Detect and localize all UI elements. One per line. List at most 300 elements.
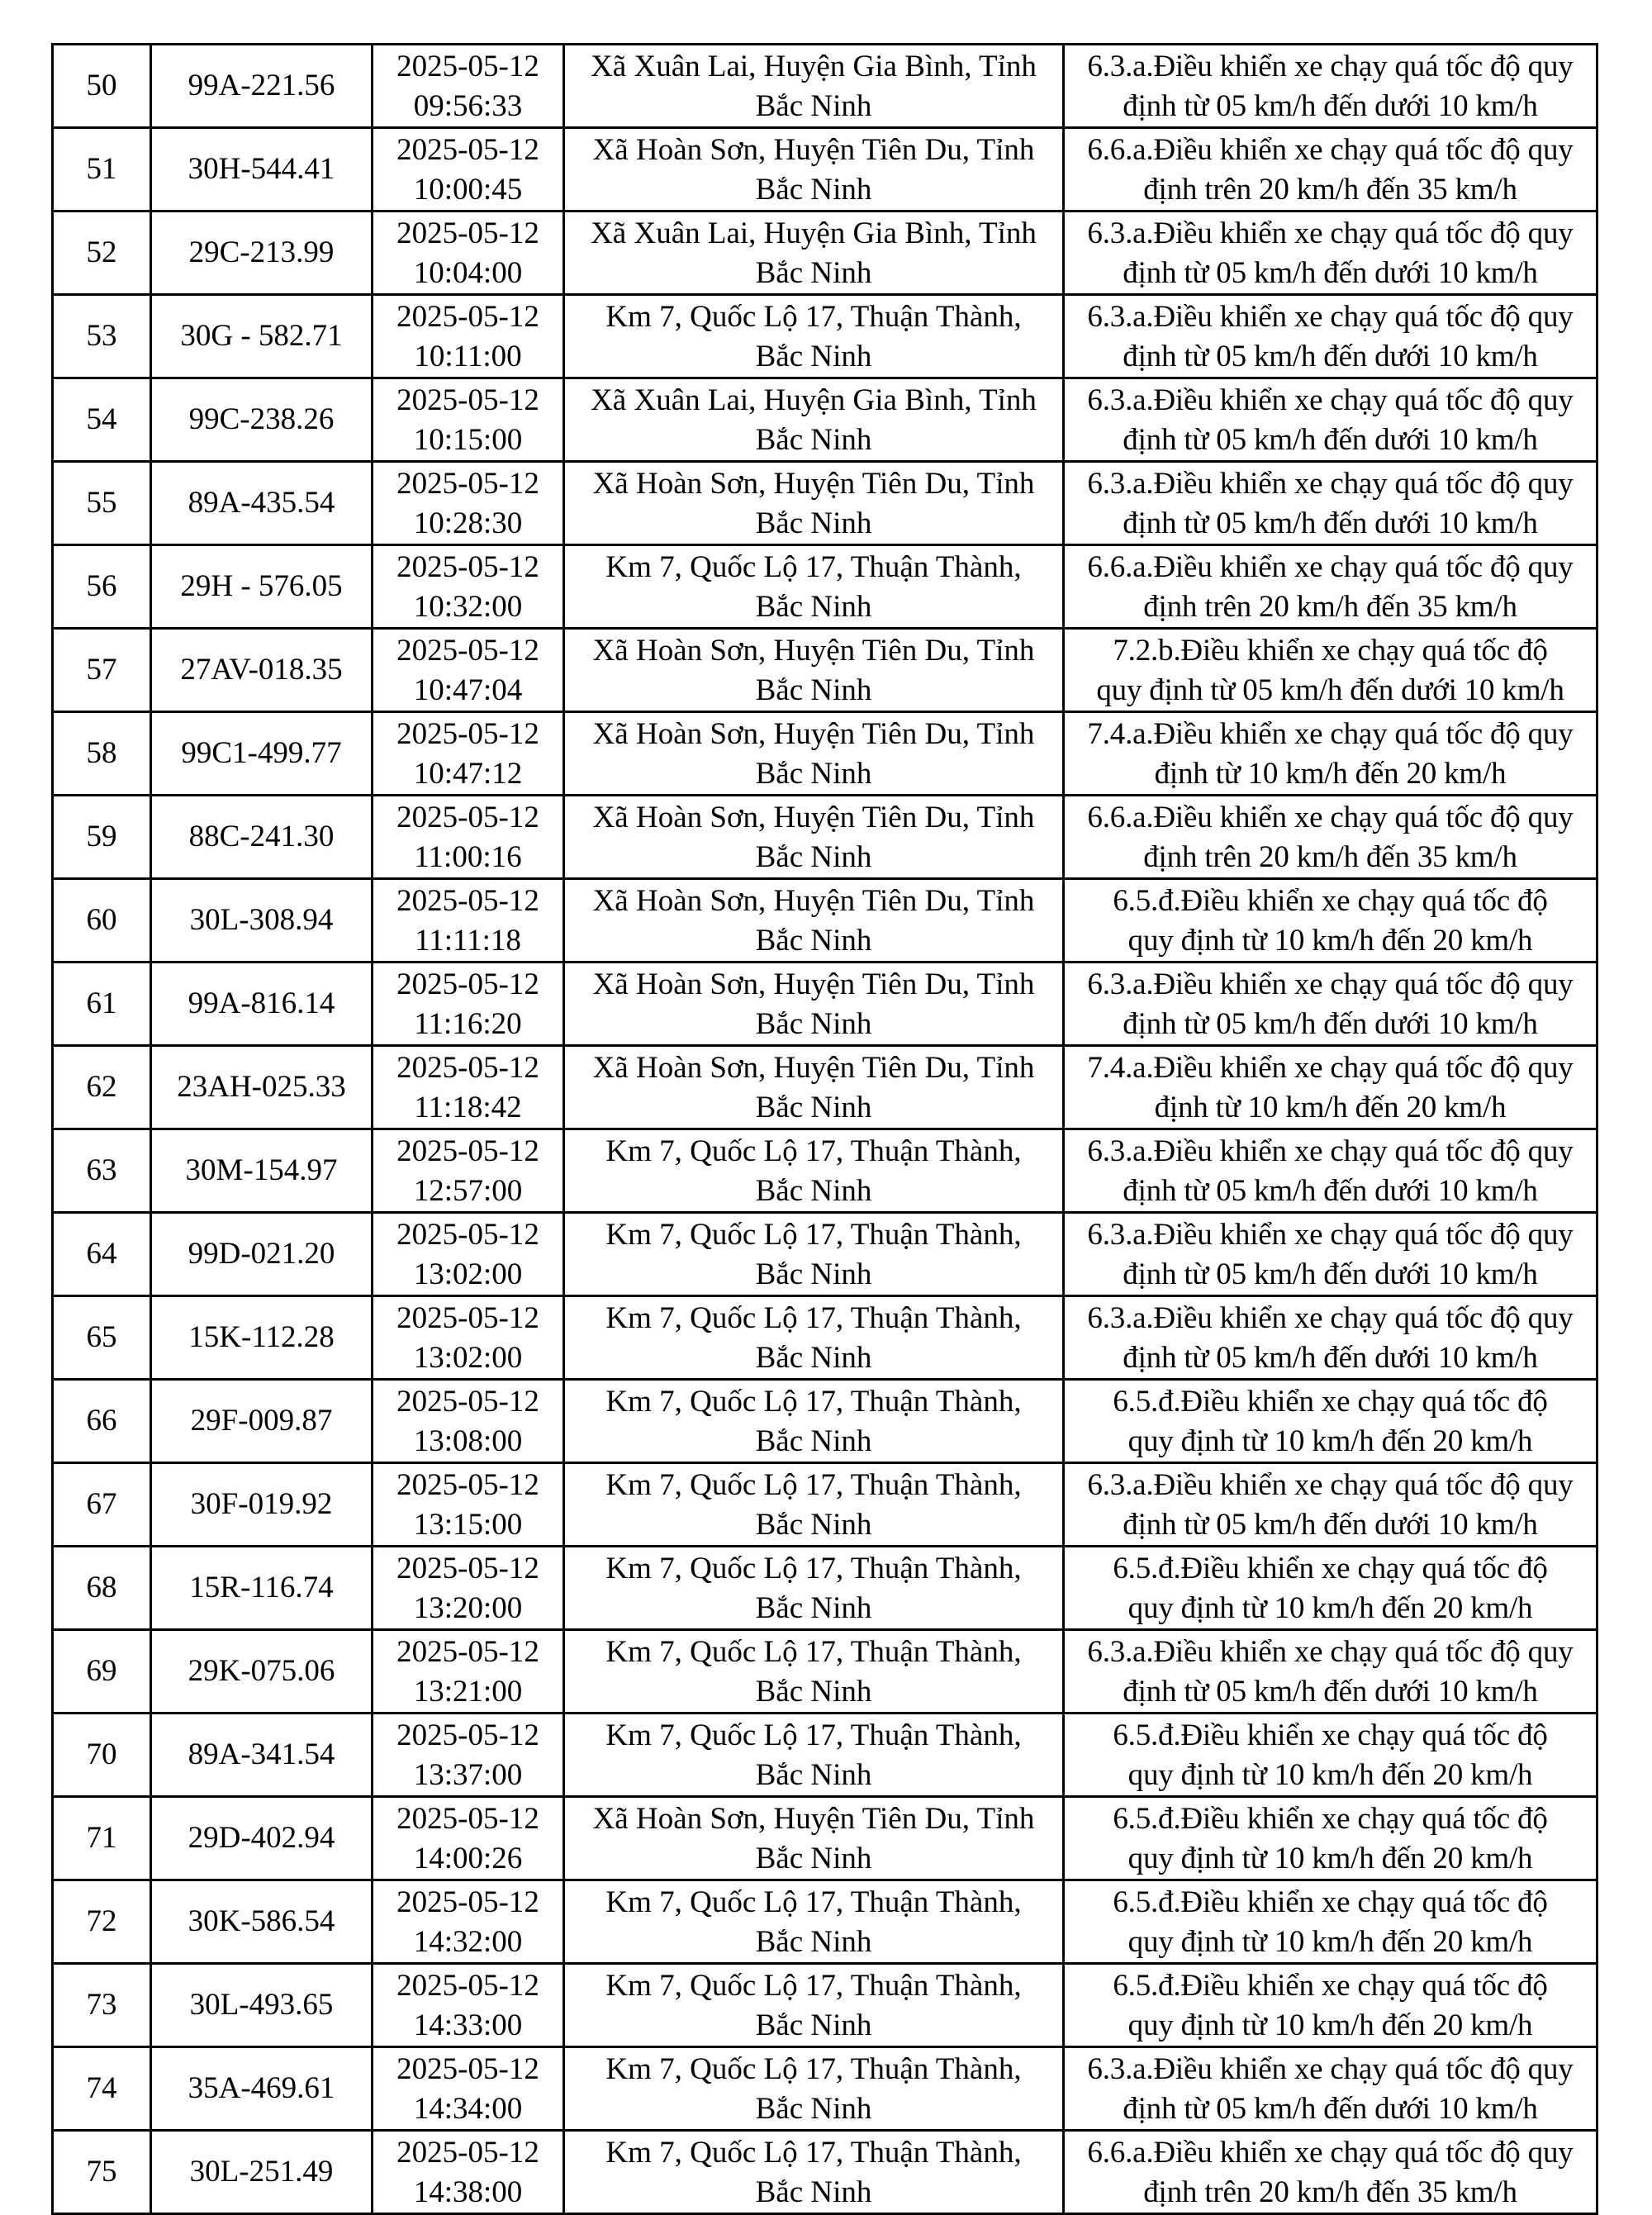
license-plate-cell: 27AV-018.35 bbox=[151, 629, 373, 712]
violation-line: 6.3.a.Điều khiển xe chạy quá tốc độ quy bbox=[1087, 1134, 1574, 1168]
violation-line: 6.6.a.Điều khiển xe chạy quá tốc độ quy bbox=[1087, 550, 1574, 584]
violation-date: 2025-05-12 bbox=[396, 300, 539, 334]
license-plate-cell: 89A-435.54 bbox=[151, 462, 373, 545]
violation-date: 2025-05-12 bbox=[396, 1885, 539, 1919]
violation-line: 6.3.a.Điều khiển xe chạy quá tốc độ quy bbox=[1087, 2052, 1574, 2086]
location-cell bbox=[564, 462, 1064, 545]
violation-time: 14:33:00 bbox=[413, 2008, 523, 2042]
violation-line: quy định từ 10 km/h đến 20 km/h bbox=[1127, 1758, 1533, 1792]
location-cell bbox=[564, 1046, 1064, 1129]
location-cell bbox=[564, 1380, 1064, 1463]
location-line: Km 7, Quốc Lộ 17, Thuận Thành, bbox=[605, 1134, 1022, 1168]
datetime-cell bbox=[373, 629, 564, 712]
violation-line: định từ 05 km/h đến dưới 10 km/h bbox=[1123, 423, 1538, 457]
violation-date: 2025-05-12 bbox=[396, 634, 539, 668]
table-row bbox=[53, 796, 1597, 879]
violation-date: 2025-05-12 bbox=[396, 967, 539, 1001]
violation-time: 13:02:00 bbox=[413, 1341, 523, 1375]
datetime-cell bbox=[373, 1964, 564, 2047]
violation-date: 2025-05-12 bbox=[396, 1051, 539, 1085]
table-row bbox=[53, 128, 1597, 212]
license-plate-cell: 30L-308.94 bbox=[151, 879, 373, 963]
row-number-cell: 57 bbox=[53, 629, 151, 712]
violation-time: 14:38:00 bbox=[413, 2175, 523, 2209]
location-line: Bắc Ninh bbox=[755, 1591, 872, 1625]
violation-line: định từ 05 km/h đến dưới 10 km/h bbox=[1123, 1257, 1538, 1291]
violation-line: định trên 20 km/h đến 35 km/h bbox=[1143, 840, 1517, 874]
violation-date: 2025-05-12 bbox=[396, 1468, 539, 1502]
violation-line: 6.5.đ.Điều khiển xe chạy quá tốc độ bbox=[1113, 1552, 1548, 1585]
table-row bbox=[53, 1630, 1597, 1714]
violation-date: 2025-05-12 bbox=[396, 467, 539, 501]
violation-description-cell bbox=[1064, 2047, 1597, 2131]
violation-line: 6.5.đ.Điều khiển xe chạy quá tốc độ bbox=[1113, 1969, 1548, 2003]
location-line: Bắc Ninh bbox=[755, 256, 872, 290]
datetime-cell bbox=[373, 462, 564, 545]
violation-description-cell bbox=[1064, 1380, 1597, 1463]
violation-description-cell bbox=[1064, 128, 1597, 212]
datetime-cell bbox=[373, 1880, 564, 1964]
row-number-cell: 74 bbox=[53, 2047, 151, 2131]
datetime-cell bbox=[373, 1296, 564, 1380]
violation-time: 10:32:00 bbox=[413, 590, 523, 624]
violation-description-cell bbox=[1064, 1880, 1597, 1964]
license-plate-cell: 15K-112.28 bbox=[151, 1296, 373, 1380]
location-cell bbox=[564, 1797, 1064, 1880]
violation-line: 6.5.đ.Điều khiển xe chạy quá tốc độ bbox=[1113, 1885, 1548, 1919]
violation-time: 13:08:00 bbox=[413, 1424, 523, 1458]
violation-time: 13:20:00 bbox=[413, 1591, 523, 1625]
license-plate-cell: 99D-021.20 bbox=[151, 1213, 373, 1296]
violation-line: 7.2.b.Điều khiển xe chạy quá tốc độ bbox=[1113, 634, 1548, 668]
location-line: Bắc Ninh bbox=[755, 673, 872, 707]
location-cell bbox=[564, 796, 1064, 879]
license-plate-cell: 29D-402.94 bbox=[151, 1797, 373, 1880]
location-line: Xã Hoàn Sơn, Huyện Tiên Du, Tỉnh bbox=[592, 801, 1035, 834]
location-line: Bắc Ninh bbox=[755, 2092, 872, 2126]
location-line: Bắc Ninh bbox=[755, 506, 872, 540]
location-cell bbox=[564, 378, 1064, 462]
location-line: Km 7, Quốc Lộ 17, Thuận Thành, bbox=[605, 1385, 1022, 1419]
violation-line: 6.6.a.Điều khiển xe chạy quá tốc độ quy bbox=[1087, 2136, 1574, 2170]
license-plate-cell: 23AH-025.33 bbox=[151, 1046, 373, 1129]
violation-line: định từ 05 km/h đến dưới 10 km/h bbox=[1123, 1174, 1538, 1208]
violation-line: định từ 05 km/h đến dưới 10 km/h bbox=[1123, 1007, 1538, 1041]
violation-line: 6.3.a.Điều khiển xe chạy quá tốc độ quy bbox=[1087, 50, 1574, 83]
violation-time: 10:28:30 bbox=[413, 506, 523, 540]
violation-line: 6.3.a.Điều khiển xe chạy quá tốc độ quy bbox=[1087, 1218, 1574, 1252]
datetime-cell bbox=[373, 45, 564, 128]
violation-line: quy định từ 10 km/h đến 20 km/h bbox=[1127, 1842, 1533, 1875]
location-line: Km 7, Quốc Lộ 17, Thuận Thành, bbox=[605, 1301, 1022, 1335]
row-number-cell: 68 bbox=[53, 1547, 151, 1630]
violation-line: định từ 10 km/h đến 20 km/h bbox=[1154, 757, 1507, 791]
violation-date: 2025-05-12 bbox=[396, 884, 539, 918]
datetime-cell bbox=[373, 378, 564, 462]
violation-line: định từ 05 km/h đến dưới 10 km/h bbox=[1123, 256, 1538, 290]
location-cell bbox=[564, 712, 1064, 796]
license-plate-cell: 15R-116.74 bbox=[151, 1547, 373, 1630]
violation-time: 13:15:00 bbox=[413, 1508, 523, 1542]
violation-date: 2025-05-12 bbox=[396, 801, 539, 834]
violation-date: 2025-05-12 bbox=[396, 216, 539, 250]
table-row bbox=[53, 545, 1597, 629]
location-cell bbox=[564, 629, 1064, 712]
violation-line: 6.3.a.Điều khiển xe chạy quá tốc độ quy bbox=[1087, 216, 1574, 250]
violation-description-cell bbox=[1064, 1797, 1597, 1880]
table-row bbox=[53, 1380, 1597, 1463]
table-row bbox=[53, 712, 1597, 796]
license-plate-cell: 89A-341.54 bbox=[151, 1714, 373, 1797]
violation-description-cell bbox=[1064, 1630, 1597, 1714]
license-plate-cell: 30F-019.92 bbox=[151, 1463, 373, 1547]
location-line: Bắc Ninh bbox=[755, 2008, 872, 2042]
location-cell bbox=[564, 1714, 1064, 1797]
violation-description-cell bbox=[1064, 295, 1597, 378]
row-number-cell: 70 bbox=[53, 1714, 151, 1797]
violation-description-cell bbox=[1064, 45, 1597, 128]
location-line: Xã Hoàn Sơn, Huyện Tiên Du, Tỉnh bbox=[592, 717, 1035, 751]
location-line: Km 7, Quốc Lộ 17, Thuận Thành, bbox=[605, 550, 1022, 584]
violation-line: định từ 05 km/h đến dưới 10 km/h bbox=[1123, 1675, 1538, 1709]
violation-description-cell bbox=[1064, 1463, 1597, 1547]
violation-line: 7.4.a.Điều khiển xe chạy quá tốc độ quy bbox=[1087, 717, 1574, 751]
location-cell bbox=[564, 128, 1064, 212]
violation-date: 2025-05-12 bbox=[396, 1969, 539, 2003]
datetime-cell bbox=[373, 128, 564, 212]
row-number-cell: 58 bbox=[53, 712, 151, 796]
violation-time: 13:21:00 bbox=[413, 1675, 523, 1709]
location-cell bbox=[564, 1129, 1064, 1213]
row-number-cell: 52 bbox=[53, 212, 151, 295]
location-line: Bắc Ninh bbox=[755, 340, 872, 373]
table-row bbox=[53, 629, 1597, 712]
table-row bbox=[53, 2047, 1597, 2131]
location-line: Km 7, Quốc Lộ 17, Thuận Thành, bbox=[605, 1552, 1022, 1585]
violation-date: 2025-05-12 bbox=[396, 550, 539, 584]
violation-date: 2025-05-12 bbox=[396, 1552, 539, 1585]
violation-description-cell bbox=[1064, 1964, 1597, 2047]
violation-time: 14:32:00 bbox=[413, 1925, 523, 1959]
datetime-cell bbox=[373, 1046, 564, 1129]
datetime-cell bbox=[373, 1630, 564, 1714]
row-number-cell: 75 bbox=[53, 2131, 151, 2214]
datetime-cell bbox=[373, 1380, 564, 1463]
row-number-cell: 63 bbox=[53, 1129, 151, 1213]
violation-time: 13:37:00 bbox=[413, 1758, 523, 1792]
location-cell bbox=[564, 963, 1064, 1046]
violation-date: 2025-05-12 bbox=[396, 1718, 539, 1752]
violation-time: 11:00:16 bbox=[414, 840, 522, 874]
location-cell bbox=[564, 1547, 1064, 1630]
datetime-cell bbox=[373, 2131, 564, 2214]
location-line: Bắc Ninh bbox=[755, 173, 872, 207]
row-number-cell: 60 bbox=[53, 879, 151, 963]
datetime-cell bbox=[373, 2047, 564, 2131]
violation-line: 6.3.a.Điều khiển xe chạy quá tốc độ quy bbox=[1087, 300, 1574, 334]
violation-time: 11:11:18 bbox=[415, 924, 521, 958]
location-line: Bắc Ninh bbox=[755, 757, 872, 791]
table-row bbox=[53, 2131, 1597, 2214]
license-plate-cell: 30G - 582.71 bbox=[151, 295, 373, 378]
license-plate-cell: 29H - 576.05 bbox=[151, 545, 373, 629]
license-plate-cell: 99A-816.14 bbox=[151, 963, 373, 1046]
row-number-cell: 64 bbox=[53, 1213, 151, 1296]
license-plate-cell: 88C-241.30 bbox=[151, 796, 373, 879]
violation-description-cell bbox=[1064, 712, 1597, 796]
violation-description-cell bbox=[1064, 2131, 1597, 2214]
license-plate-cell: 30L-251.49 bbox=[151, 2131, 373, 2214]
location-cell bbox=[564, 212, 1064, 295]
license-plate-cell: 30M-154.97 bbox=[151, 1129, 373, 1213]
violation-description-cell bbox=[1064, 1129, 1597, 1213]
location-line: Xã Xuân Lai, Huyện Gia Bình, Tỉnh bbox=[591, 383, 1037, 417]
violation-line: định trên 20 km/h đến 35 km/h bbox=[1143, 2175, 1517, 2209]
violation-description-cell bbox=[1064, 1296, 1597, 1380]
violation-description-cell bbox=[1064, 1714, 1597, 1797]
license-plate-cell: 29K-075.06 bbox=[151, 1630, 373, 1714]
location-line: Km 7, Quốc Lộ 17, Thuận Thành, bbox=[605, 2052, 1022, 2086]
location-line: Km 7, Quốc Lộ 17, Thuận Thành, bbox=[605, 1468, 1022, 1502]
violations-table bbox=[51, 43, 1598, 2215]
violation-line: định từ 05 km/h đến dưới 10 km/h bbox=[1123, 1341, 1538, 1375]
violation-date: 2025-05-12 bbox=[396, 1301, 539, 1335]
row-number-cell: 69 bbox=[53, 1630, 151, 1714]
license-plate-cell: 29C-213.99 bbox=[151, 212, 373, 295]
violation-description-cell bbox=[1064, 378, 1597, 462]
row-number-cell: 51 bbox=[53, 128, 151, 212]
license-plate-cell: 35A-469.61 bbox=[151, 2047, 373, 2131]
location-line: Km 7, Quốc Lộ 17, Thuận Thành, bbox=[605, 2136, 1022, 2170]
violation-line: 6.3.a.Điều khiển xe chạy quá tốc độ quy bbox=[1087, 467, 1574, 501]
row-number-cell: 71 bbox=[53, 1797, 151, 1880]
row-number-cell: 56 bbox=[53, 545, 151, 629]
location-cell bbox=[564, 2131, 1064, 2214]
violation-line: quy định từ 10 km/h đến 20 km/h bbox=[1127, 2008, 1533, 2042]
datetime-cell bbox=[373, 545, 564, 629]
datetime-cell bbox=[373, 879, 564, 963]
violation-line: 6.3.a.Điều khiển xe chạy quá tốc độ quy bbox=[1087, 1301, 1574, 1335]
location-line: Bắc Ninh bbox=[755, 1007, 872, 1041]
datetime-cell bbox=[373, 1547, 564, 1630]
license-plate-cell: 99C-238.26 bbox=[151, 378, 373, 462]
row-number-cell: 72 bbox=[53, 1880, 151, 1964]
location-cell bbox=[564, 45, 1064, 128]
row-number-cell: 73 bbox=[53, 1964, 151, 2047]
datetime-cell bbox=[373, 1463, 564, 1547]
location-line: Bắc Ninh bbox=[755, 1424, 872, 1458]
license-plate-cell: 29F-009.87 bbox=[151, 1380, 373, 1463]
violation-description-cell bbox=[1064, 1213, 1597, 1296]
violation-date: 2025-05-12 bbox=[396, 2052, 539, 2086]
location-cell bbox=[564, 879, 1064, 963]
row-number-cell: 54 bbox=[53, 378, 151, 462]
violation-description-cell bbox=[1064, 545, 1597, 629]
violation-line: định từ 05 km/h đến dưới 10 km/h bbox=[1123, 340, 1538, 373]
violation-line: quy định từ 05 km/h đến dưới 10 km/h bbox=[1096, 673, 1564, 707]
violation-line: định từ 05 km/h đến dưới 10 km/h bbox=[1123, 506, 1538, 540]
datetime-cell bbox=[373, 1714, 564, 1797]
violation-line: 7.4.a.Điều khiển xe chạy quá tốc độ quy bbox=[1087, 1051, 1574, 1085]
table-row bbox=[53, 963, 1597, 1046]
table-row bbox=[53, 1213, 1597, 1296]
table-row bbox=[53, 1797, 1597, 1880]
violation-line: định từ 10 km/h đến 20 km/h bbox=[1154, 1091, 1507, 1124]
license-plate-cell: 30H-544.41 bbox=[151, 128, 373, 212]
violation-line: 6.3.a.Điều khiển xe chạy quá tốc độ quy bbox=[1087, 1468, 1574, 1502]
table-row bbox=[53, 879, 1597, 963]
datetime-cell bbox=[373, 212, 564, 295]
violation-time: 11:18:42 bbox=[414, 1091, 522, 1124]
location-line: Xã Hoàn Sơn, Huyện Tiên Du, Tỉnh bbox=[592, 967, 1035, 1001]
table-row bbox=[53, 1046, 1597, 1129]
location-line: Bắc Ninh bbox=[755, 1758, 872, 1792]
violation-time: 14:00:26 bbox=[413, 1842, 523, 1875]
violation-line: quy định từ 10 km/h đến 20 km/h bbox=[1127, 924, 1533, 958]
violation-date: 2025-05-12 bbox=[396, 1802, 539, 1836]
violation-line: định trên 20 km/h đến 35 km/h bbox=[1143, 590, 1517, 624]
location-cell bbox=[564, 1463, 1064, 1547]
row-number-cell: 53 bbox=[53, 295, 151, 378]
datetime-cell bbox=[373, 1129, 564, 1213]
location-cell bbox=[564, 1213, 1064, 1296]
violation-time: 09:56:33 bbox=[413, 89, 523, 123]
violation-time: 10:47:12 bbox=[413, 757, 523, 791]
location-cell bbox=[564, 295, 1064, 378]
table-body bbox=[53, 45, 1597, 2214]
violation-time: 11:16:20 bbox=[414, 1007, 522, 1041]
violation-date: 2025-05-12 bbox=[396, 1218, 539, 1252]
row-number-cell: 62 bbox=[53, 1046, 151, 1129]
violation-description-cell bbox=[1064, 462, 1597, 545]
table-row bbox=[53, 1129, 1597, 1213]
table-row bbox=[53, 462, 1597, 545]
violation-line: quy định từ 10 km/h đến 20 km/h bbox=[1127, 1925, 1533, 1959]
violation-time: 12:57:00 bbox=[413, 1174, 523, 1208]
violation-description-cell bbox=[1064, 629, 1597, 712]
location-line: Bắc Ninh bbox=[755, 1091, 872, 1124]
table-row bbox=[53, 212, 1597, 295]
violation-description-cell bbox=[1064, 796, 1597, 879]
datetime-cell bbox=[373, 295, 564, 378]
location-line: Km 7, Quốc Lộ 17, Thuận Thành, bbox=[605, 1718, 1022, 1752]
violation-description-cell bbox=[1064, 212, 1597, 295]
location-line: Bắc Ninh bbox=[755, 89, 872, 123]
location-cell bbox=[564, 1880, 1064, 1964]
location-line: Xã Hoàn Sơn, Huyện Tiên Du, Tỉnh bbox=[592, 1802, 1035, 1836]
table-row bbox=[53, 1547, 1597, 1630]
row-number-cell: 67 bbox=[53, 1463, 151, 1547]
violation-line: 6.6.a.Điều khiển xe chạy quá tốc độ quy bbox=[1087, 801, 1574, 834]
violation-date: 2025-05-12 bbox=[396, 1635, 539, 1669]
violation-line: 6.3.a.Điều khiển xe chạy quá tốc độ quy bbox=[1087, 383, 1574, 417]
violation-time: 10:04:00 bbox=[413, 256, 523, 290]
location-line: Bắc Ninh bbox=[755, 1842, 872, 1875]
violation-line: quy định từ 10 km/h đến 20 km/h bbox=[1127, 1424, 1533, 1458]
violation-date: 2025-05-12 bbox=[396, 2136, 539, 2170]
location-line: Xã Hoàn Sơn, Huyện Tiên Du, Tỉnh bbox=[592, 133, 1035, 167]
location-line: Bắc Ninh bbox=[755, 840, 872, 874]
location-line: Bắc Ninh bbox=[755, 1174, 872, 1208]
location-cell bbox=[564, 2047, 1064, 2131]
violation-line: 6.5.đ.Điều khiển xe chạy quá tốc độ bbox=[1113, 1802, 1548, 1836]
violation-line: 6.3.a.Điều khiển xe chạy quá tốc độ quy bbox=[1087, 1635, 1574, 1669]
location-line: Xã Hoàn Sơn, Huyện Tiên Du, Tỉnh bbox=[592, 884, 1035, 918]
violation-date: 2025-05-12 bbox=[396, 1134, 539, 1168]
violation-line: 6.5.đ.Điều khiển xe chạy quá tốc độ bbox=[1113, 1385, 1548, 1419]
table-row bbox=[53, 295, 1597, 378]
table-row bbox=[53, 1296, 1597, 1380]
location-cell bbox=[564, 1964, 1064, 2047]
violation-date: 2025-05-12 bbox=[396, 133, 539, 167]
location-line: Bắc Ninh bbox=[755, 423, 872, 457]
table-row bbox=[53, 1964, 1597, 2047]
location-line: Km 7, Quốc Lộ 17, Thuận Thành, bbox=[605, 300, 1022, 334]
location-line: Bắc Ninh bbox=[755, 590, 872, 624]
violation-date: 2025-05-12 bbox=[396, 50, 539, 83]
datetime-cell bbox=[373, 796, 564, 879]
violation-time: 14:34:00 bbox=[413, 2092, 523, 2126]
location-line: Bắc Ninh bbox=[755, 1257, 872, 1291]
violation-line: 6.5.đ.Điều khiển xe chạy quá tốc độ bbox=[1113, 1718, 1548, 1752]
violation-line: 6.3.a.Điều khiển xe chạy quá tốc độ quy bbox=[1087, 967, 1574, 1001]
location-line: Xã Hoàn Sơn, Huyện Tiên Du, Tỉnh bbox=[592, 634, 1035, 668]
violation-date: 2025-05-12 bbox=[396, 383, 539, 417]
row-number-cell: 65 bbox=[53, 1296, 151, 1380]
license-plate-cell: 99C1-499.77 bbox=[151, 712, 373, 796]
row-number-cell: 66 bbox=[53, 1380, 151, 1463]
location-line: Km 7, Quốc Lộ 17, Thuận Thành, bbox=[605, 1969, 1022, 2003]
violation-description-cell bbox=[1064, 1046, 1597, 1129]
violation-time: 10:47:04 bbox=[413, 673, 523, 707]
location-line: Bắc Ninh bbox=[755, 1925, 872, 1959]
row-number-cell: 55 bbox=[53, 462, 151, 545]
license-plate-cell: 30K-586.54 bbox=[151, 1880, 373, 1964]
violation-time: 10:15:00 bbox=[413, 423, 523, 457]
location-line: Xã Hoàn Sơn, Huyện Tiên Du, Tỉnh bbox=[592, 467, 1035, 501]
row-number-cell: 61 bbox=[53, 963, 151, 1046]
violation-line: 6.5.đ.Điều khiển xe chạy quá tốc độ bbox=[1113, 884, 1548, 918]
violation-time: 10:00:45 bbox=[413, 173, 523, 207]
location-line: Km 7, Quốc Lộ 17, Thuận Thành, bbox=[605, 1885, 1022, 1919]
datetime-cell bbox=[373, 963, 564, 1046]
location-line: Bắc Ninh bbox=[755, 1341, 872, 1375]
license-plate-cell: 30L-493.65 bbox=[151, 1964, 373, 2047]
row-number-cell: 50 bbox=[53, 45, 151, 128]
table-row bbox=[53, 1463, 1597, 1547]
table-row bbox=[53, 45, 1597, 128]
table-row bbox=[53, 1880, 1597, 1964]
datetime-cell bbox=[373, 1213, 564, 1296]
violation-description-cell bbox=[1064, 963, 1597, 1046]
location-line: Bắc Ninh bbox=[755, 1508, 872, 1542]
violation-time: 10:11:00 bbox=[414, 340, 522, 373]
location-line: Bắc Ninh bbox=[755, 2175, 872, 2209]
location-line: Xã Xuân Lai, Huyện Gia Bình, Tỉnh bbox=[591, 50, 1037, 83]
table-row bbox=[53, 1714, 1597, 1797]
location-line: Bắc Ninh bbox=[755, 1675, 872, 1709]
table-row bbox=[53, 378, 1597, 462]
violation-line: định trên 20 km/h đến 35 km/h bbox=[1143, 173, 1517, 207]
location-line: Km 7, Quốc Lộ 17, Thuận Thành, bbox=[605, 1218, 1022, 1252]
violation-line: định từ 05 km/h đến dưới 10 km/h bbox=[1123, 89, 1538, 123]
location-cell bbox=[564, 545, 1064, 629]
location-line: Km 7, Quốc Lộ 17, Thuận Thành, bbox=[605, 1635, 1022, 1669]
location-cell bbox=[564, 1296, 1064, 1380]
location-line: Xã Hoàn Sơn, Huyện Tiên Du, Tỉnh bbox=[592, 1051, 1035, 1085]
datetime-cell bbox=[373, 712, 564, 796]
violation-description-cell bbox=[1064, 1547, 1597, 1630]
